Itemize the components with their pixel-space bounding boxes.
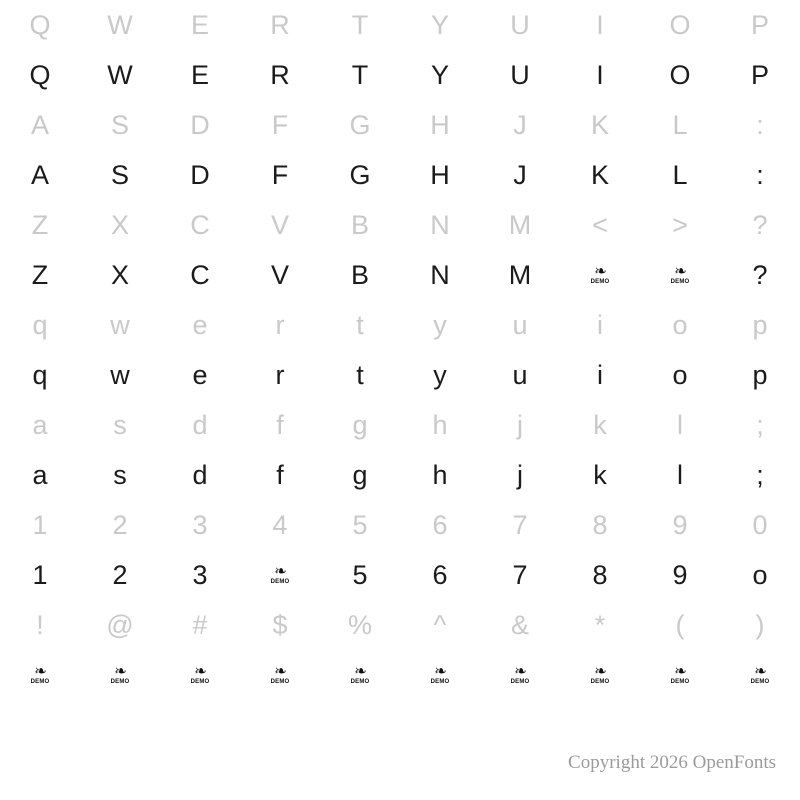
leaf-icon: ❧ bbox=[674, 662, 686, 680]
glyph-sample: 6 bbox=[432, 559, 448, 590]
key-label: G bbox=[349, 109, 371, 140]
glyph-sample: B bbox=[350, 259, 369, 290]
demo-watermark-icon bbox=[640, 250, 720, 300]
key-label: 2 bbox=[112, 509, 128, 540]
glyph-sample: 9 bbox=[672, 559, 688, 590]
key-label: B bbox=[350, 209, 369, 240]
leaf-icon: ❧ bbox=[674, 262, 686, 280]
key-label: t bbox=[356, 309, 364, 340]
key-label: > bbox=[672, 209, 688, 240]
glyph-row bbox=[0, 50, 800, 100]
key-label: a bbox=[32, 409, 48, 440]
demo-label: DEMO bbox=[270, 678, 290, 685]
demo-watermark-icon bbox=[160, 650, 240, 700]
leaf-icon: ❧ bbox=[434, 662, 446, 680]
key-label: ^ bbox=[433, 609, 447, 640]
glyph-sample: K bbox=[590, 159, 609, 190]
key-label: R bbox=[270, 9, 290, 40]
glyph-sample: y bbox=[433, 359, 447, 390]
glyph-sample: a bbox=[32, 459, 48, 490]
demo-label: DEMO bbox=[670, 678, 690, 685]
glyph-sample: r bbox=[275, 359, 285, 390]
demo-watermark-icon bbox=[560, 250, 640, 300]
glyph-sample: D bbox=[190, 159, 210, 190]
glyph-sample: p bbox=[752, 359, 768, 390]
glyph-sample: A bbox=[30, 159, 49, 190]
glyph-sample: o bbox=[672, 359, 688, 390]
glyph-sample: l bbox=[677, 459, 683, 490]
demo-label: DEMO bbox=[350, 678, 370, 685]
glyph-sample: o bbox=[752, 559, 768, 590]
demo-watermark-icon bbox=[400, 650, 480, 700]
keyboard-key-row bbox=[0, 500, 800, 550]
key-label: w bbox=[110, 309, 130, 340]
glyph-sample: k bbox=[593, 459, 607, 490]
glyph-sample: Z bbox=[31, 259, 49, 290]
glyph-sample: 3 bbox=[192, 559, 208, 590]
glyph-sample: Y bbox=[430, 59, 449, 90]
glyph-sample: u bbox=[512, 359, 528, 390]
key-label: ) bbox=[755, 609, 765, 640]
glyph-row bbox=[0, 450, 800, 500]
key-label: 8 bbox=[592, 509, 608, 540]
demo-watermark-icon bbox=[240, 550, 320, 600]
leaf-icon: ❧ bbox=[114, 662, 126, 680]
key-label: ? bbox=[752, 209, 768, 240]
demo-watermark-icon bbox=[320, 650, 400, 700]
demo-label: DEMO bbox=[670, 278, 690, 285]
glyph-sample: e bbox=[192, 359, 208, 390]
key-label: Z bbox=[31, 209, 49, 240]
key-label: L bbox=[672, 109, 688, 140]
key-label: i bbox=[597, 309, 603, 340]
key-label: 7 bbox=[512, 509, 528, 540]
glyph-sample: P bbox=[750, 59, 769, 90]
glyph-sample: M bbox=[508, 259, 532, 290]
key-label: ! bbox=[36, 609, 44, 640]
key-label: H bbox=[430, 109, 450, 140]
glyph-sample: 2 bbox=[112, 559, 128, 590]
key-label: y bbox=[433, 309, 447, 340]
key-label: # bbox=[192, 609, 208, 640]
glyph-sample: L bbox=[672, 159, 688, 190]
key-label: O bbox=[669, 9, 691, 40]
glyph-sample: N bbox=[430, 259, 450, 290]
leaf-icon: ❧ bbox=[594, 662, 606, 680]
keyboard-key-row bbox=[0, 100, 800, 150]
key-label: $ bbox=[272, 609, 288, 640]
demo-label: DEMO bbox=[510, 678, 530, 685]
key-label: F bbox=[271, 109, 289, 140]
glyph-sample: X bbox=[110, 259, 129, 290]
glyph-sample: H bbox=[430, 159, 450, 190]
key-label: Q bbox=[29, 9, 51, 40]
key-label: k bbox=[593, 409, 607, 440]
leaf-icon: ❧ bbox=[514, 662, 526, 680]
key-label: ; bbox=[756, 409, 764, 440]
glyph-sample: W bbox=[107, 59, 133, 90]
demo-label: DEMO bbox=[590, 678, 610, 685]
demo-watermark-icon bbox=[0, 650, 80, 700]
copyright-notice: Copyright 2026 OpenFonts bbox=[568, 752, 776, 773]
glyph-row bbox=[0, 650, 800, 700]
key-label: V bbox=[270, 209, 289, 240]
key-label: I bbox=[596, 9, 604, 40]
key-label: E bbox=[190, 9, 209, 40]
glyph-sample: h bbox=[432, 459, 448, 490]
key-label: < bbox=[592, 209, 608, 240]
key-label: T bbox=[351, 9, 369, 40]
demo-watermark-icon bbox=[640, 650, 720, 700]
key-label: f bbox=[276, 409, 284, 440]
key-label: h bbox=[432, 409, 448, 440]
key-label: & bbox=[510, 609, 529, 640]
glyph-row bbox=[0, 250, 800, 300]
key-label: ( bbox=[675, 609, 685, 640]
glyph-sample: ? bbox=[752, 259, 768, 290]
demo-watermark-icon bbox=[720, 650, 800, 700]
key-label: W bbox=[107, 9, 133, 40]
leaf-icon: ❧ bbox=[354, 662, 366, 680]
key-label: M bbox=[508, 209, 532, 240]
key-label: A bbox=[30, 109, 49, 140]
glyph-sample: 7 bbox=[512, 559, 528, 590]
demo-label: DEMO bbox=[110, 678, 130, 685]
keyboard-key-row bbox=[0, 0, 800, 50]
leaf-icon: ❧ bbox=[754, 662, 766, 680]
demo-label: DEMO bbox=[430, 678, 450, 685]
glyph-sample: O bbox=[669, 59, 691, 90]
key-label: D bbox=[190, 109, 210, 140]
keyboard-key-row bbox=[0, 400, 800, 450]
key-label: l bbox=[677, 409, 683, 440]
glyph-sample: G bbox=[349, 159, 371, 190]
glyph-sample: j bbox=[517, 459, 523, 490]
glyph-sample: Q bbox=[29, 59, 51, 90]
glyph-sample: d bbox=[192, 459, 208, 490]
key-label: S bbox=[110, 109, 129, 140]
leaf-icon: ❧ bbox=[594, 262, 606, 280]
keyboard-key-row bbox=[0, 600, 800, 650]
key-label: * bbox=[594, 609, 606, 640]
glyph-row bbox=[0, 350, 800, 400]
key-label: @ bbox=[106, 609, 134, 640]
key-label: : bbox=[756, 109, 764, 140]
key-label: d bbox=[192, 409, 208, 440]
key-label: 6 bbox=[432, 509, 448, 540]
key-label: g bbox=[352, 409, 368, 440]
keyboard-key-row bbox=[0, 300, 800, 350]
glyph-sample: t bbox=[356, 359, 364, 390]
glyph-sample: U bbox=[510, 59, 530, 90]
glyph-sample: F bbox=[271, 159, 289, 190]
key-label: r bbox=[275, 309, 285, 340]
glyph-sample: 5 bbox=[352, 559, 368, 590]
glyph-sample: J bbox=[513, 159, 527, 190]
key-label: J bbox=[513, 109, 527, 140]
glyph-sample: R bbox=[270, 59, 290, 90]
glyph-row bbox=[0, 550, 800, 600]
key-label: o bbox=[672, 309, 688, 340]
demo-label: DEMO bbox=[30, 678, 50, 685]
glyph-sample: V bbox=[270, 259, 289, 290]
key-label: C bbox=[190, 209, 210, 240]
demo-watermark-icon bbox=[240, 650, 320, 700]
glyph-sample: ; bbox=[756, 459, 764, 490]
demo-label: DEMO bbox=[590, 278, 610, 285]
key-label: N bbox=[430, 209, 450, 240]
key-label: Y bbox=[430, 9, 449, 40]
demo-label: DEMO bbox=[750, 678, 770, 685]
glyph-sample: s bbox=[113, 459, 127, 490]
key-label: j bbox=[517, 409, 523, 440]
keyboard-key-row bbox=[0, 200, 800, 250]
key-label: u bbox=[512, 309, 528, 340]
glyph-sample: C bbox=[190, 259, 210, 290]
demo-watermark-icon bbox=[480, 650, 560, 700]
demo-label: DEMO bbox=[270, 578, 290, 585]
key-label: 9 bbox=[672, 509, 688, 540]
glyph-sample: S bbox=[110, 159, 129, 190]
demo-label: DEMO bbox=[190, 678, 210, 685]
key-label: 3 bbox=[192, 509, 208, 540]
key-label: X bbox=[110, 209, 129, 240]
leaf-icon: ❧ bbox=[274, 562, 286, 580]
glyph-sample: 8 bbox=[592, 559, 608, 590]
key-label: s bbox=[113, 409, 127, 440]
glyph-sample: i bbox=[597, 359, 603, 390]
key-label: K bbox=[590, 109, 609, 140]
glyph-sample: : bbox=[756, 159, 764, 190]
key-label: % bbox=[347, 609, 372, 640]
glyph-sample: w bbox=[110, 359, 130, 390]
key-label: 5 bbox=[352, 509, 368, 540]
glyph-sample: 1 bbox=[32, 559, 48, 590]
key-label: 0 bbox=[752, 509, 768, 540]
key-label: e bbox=[192, 309, 208, 340]
glyph-sample: g bbox=[352, 459, 368, 490]
key-label: q bbox=[32, 309, 48, 340]
key-label: 1 bbox=[32, 509, 48, 540]
key-label: 4 bbox=[272, 509, 288, 540]
glyph-row bbox=[0, 150, 800, 200]
glyph-sample: f bbox=[276, 459, 284, 490]
key-label: U bbox=[510, 9, 530, 40]
leaf-icon: ❧ bbox=[274, 662, 286, 680]
leaf-icon: ❧ bbox=[194, 662, 206, 680]
demo-watermark-icon bbox=[80, 650, 160, 700]
leaf-icon: ❧ bbox=[34, 662, 46, 680]
glyph-sample: E bbox=[190, 59, 209, 90]
glyph-sample: q bbox=[32, 359, 48, 390]
glyph-sample: I bbox=[596, 59, 604, 90]
key-label: p bbox=[752, 309, 768, 340]
glyph-sample: T bbox=[351, 59, 369, 90]
demo-watermark-icon bbox=[560, 650, 640, 700]
key-label: P bbox=[750, 9, 769, 40]
